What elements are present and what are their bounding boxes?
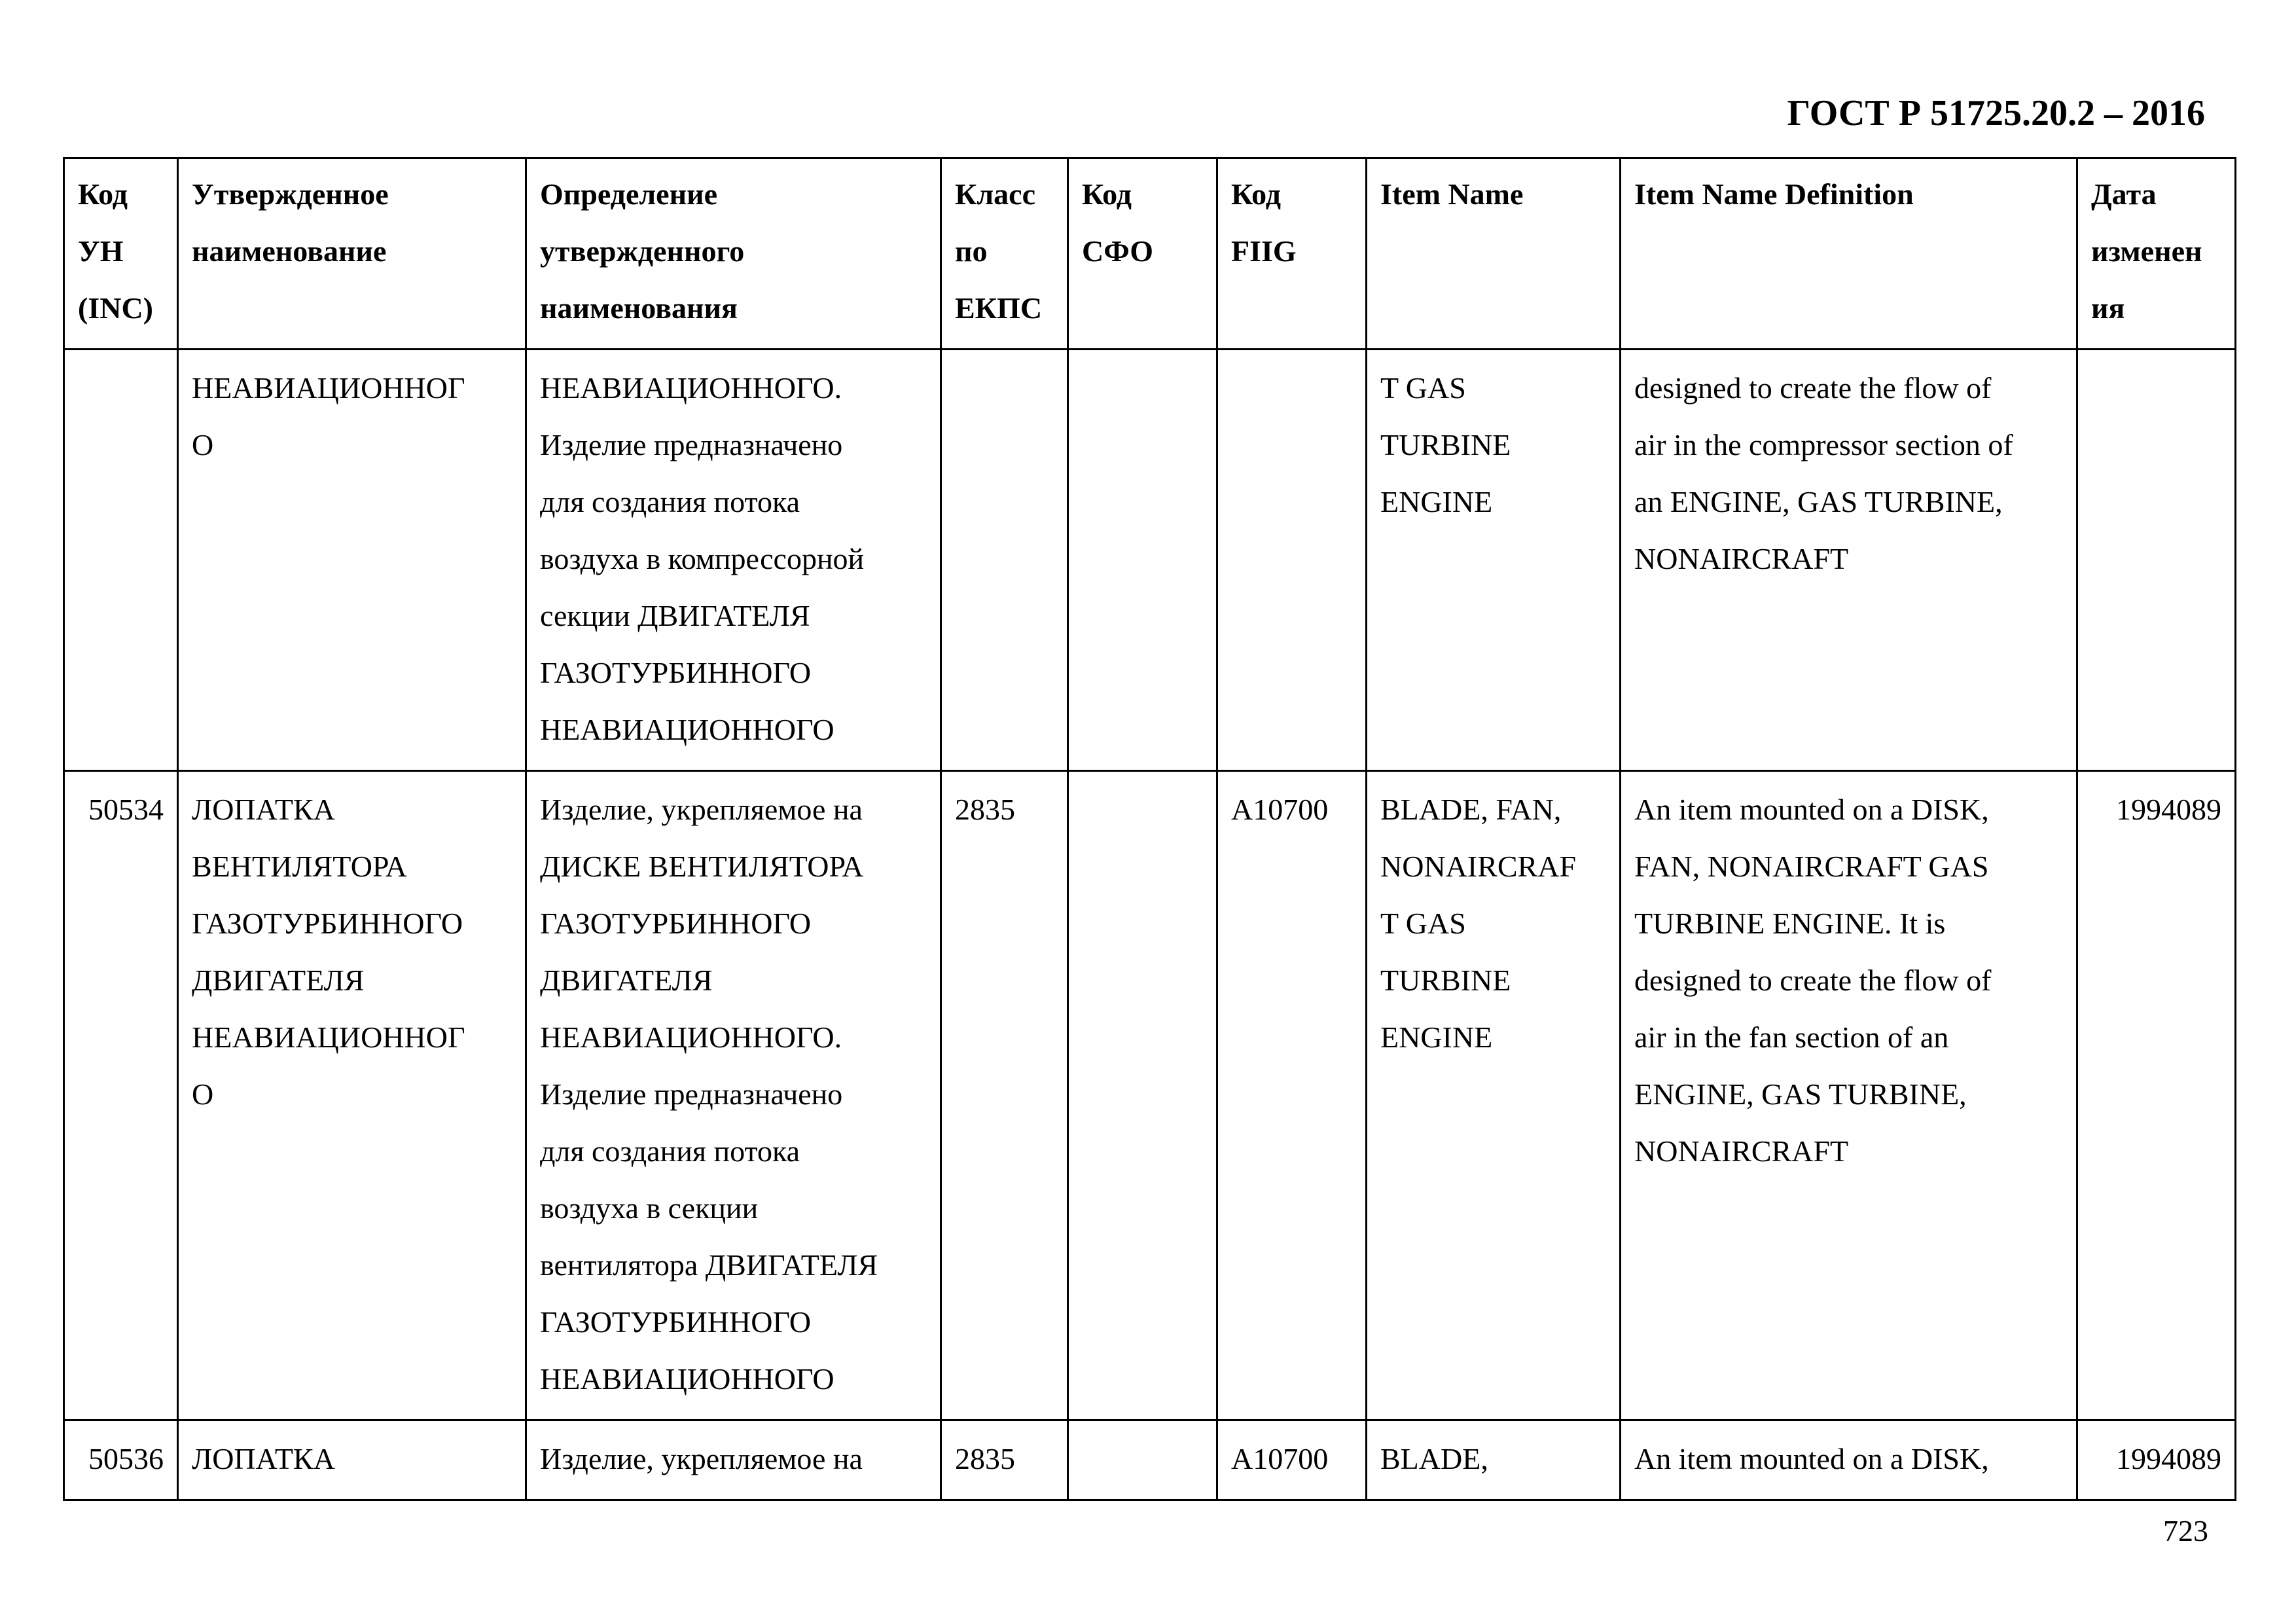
header-line: Утвержденное xyxy=(192,177,389,211)
cell-sfo xyxy=(1068,1420,1217,1500)
nomenclature-table xyxy=(63,157,2236,1501)
header-inc xyxy=(64,158,178,350)
cell-item-name xyxy=(1367,771,1621,1420)
cell-line: 50534 xyxy=(88,793,164,826)
cell-line: NONAIRCRAFT xyxy=(1634,542,1849,575)
cell-inc xyxy=(64,771,178,1420)
cell-date xyxy=(2077,350,2236,771)
cell-line xyxy=(955,359,1054,416)
cell-line: НЕАВИАЦИОННОГО. xyxy=(540,371,842,405)
cell-line: An item mounted on a DISK, xyxy=(1634,1442,1989,1475)
cell-line: воздуха в секции xyxy=(540,1191,759,1225)
header-line: наименование xyxy=(192,234,387,268)
cell-line: Изделие, укрепляемое на xyxy=(540,1442,863,1475)
cell-item-name xyxy=(1367,1420,1621,1500)
table-row xyxy=(64,350,2236,771)
cell-line: T GAS xyxy=(1380,371,1466,405)
cell-line: 1994089 xyxy=(2116,1442,2221,1475)
cell-approved-name xyxy=(178,771,526,1420)
header-line: ия xyxy=(2091,291,2125,325)
cell-line: ЛОПАТКА xyxy=(192,1442,335,1475)
header-approved-name-definition xyxy=(526,158,941,350)
cell-line xyxy=(1082,359,1203,416)
cell-fiig xyxy=(1217,1420,1367,1500)
header-fiig-code xyxy=(1217,158,1367,350)
header-change-date xyxy=(2077,158,2236,350)
cell-class xyxy=(941,771,1068,1420)
cell-line: НЕАВИАЦИОННОГО xyxy=(540,1362,834,1396)
cell-line: 50536 xyxy=(88,1442,164,1475)
cell-line: TURBINE xyxy=(1380,964,1511,997)
cell-item-name xyxy=(1367,350,1621,771)
cell-line: NONAIRCRAF xyxy=(1380,850,1577,883)
cell-line: ENGINE xyxy=(1380,485,1493,518)
cell-line: 2835 xyxy=(955,793,1015,826)
cell-definition xyxy=(526,350,941,771)
header-item-name-definition xyxy=(1621,158,2077,350)
cell-line: для создания потока xyxy=(540,485,800,518)
cell-line: ГАЗОТУРБИННОГО xyxy=(540,656,812,689)
cell-line: НЕАВИАЦИОННОГ xyxy=(192,1020,465,1054)
cell-approved-name xyxy=(178,1420,526,1500)
cell-line: BLADE, xyxy=(1380,1442,1488,1475)
header-line: (INC) xyxy=(78,291,153,325)
cell-class xyxy=(941,1420,1068,1500)
cell-line: 2835 xyxy=(955,1442,1015,1475)
cell-line: ENGINE xyxy=(1380,1020,1493,1054)
cell-line xyxy=(2091,359,2221,416)
header-class xyxy=(941,158,1068,350)
cell-approved-name xyxy=(178,350,526,771)
document-header: ГОСТ Р 51725.20.2 – 2016 xyxy=(1787,93,2205,134)
header-line: Item Name Definition xyxy=(1634,177,1914,211)
header-line: Код xyxy=(1082,177,1132,211)
header-line: утвержденного xyxy=(540,234,745,268)
cell-line: T GAS xyxy=(1380,907,1466,940)
cell-line: FAN, NONAIRCRAFT GAS xyxy=(1634,850,1989,883)
cell-sfo xyxy=(1068,771,1217,1420)
cell-date xyxy=(2077,1420,2236,1500)
header-line: наименования xyxy=(540,291,738,325)
cell-line: НЕАВИАЦИОННОГО. xyxy=(540,1020,842,1054)
cell-definition xyxy=(526,1420,941,1500)
header-approved-name xyxy=(178,158,526,350)
cell-line: Изделие предназначено xyxy=(540,1077,843,1111)
cell-line: ENGINE, GAS TURBINE, xyxy=(1634,1077,1967,1111)
cell-line xyxy=(1082,1430,1203,1487)
cell-line: TURBINE xyxy=(1380,428,1511,461)
cell-inc xyxy=(64,1420,178,1500)
header-line: ЕКПС xyxy=(955,291,1043,325)
cell-item-name-definition xyxy=(1621,1420,2077,1500)
cell-line: NONAIRCRAFT xyxy=(1634,1134,1849,1168)
header-line: УН xyxy=(78,234,124,268)
cell-line: A10700 xyxy=(1231,1442,1329,1475)
header-sfo-code xyxy=(1068,158,1217,350)
cell-fiig xyxy=(1217,350,1367,771)
header-item-name xyxy=(1367,158,1621,350)
cell-line: ГАЗОТУРБИННОГО xyxy=(540,907,812,940)
cell-line xyxy=(78,359,164,416)
header-line: FIIG xyxy=(1231,234,1297,268)
header-line: Дата xyxy=(2091,177,2157,211)
cell-line: TURBINE ENGINE. It is xyxy=(1634,907,1946,940)
cell-line: ГАЗОТУРБИННОГО xyxy=(192,907,463,940)
cell-line: designed to create the flow of xyxy=(1634,371,1992,405)
cell-line: ЛОПАТКА xyxy=(192,793,335,826)
cell-item-name-definition xyxy=(1621,771,2077,1420)
cell-line: air in the compressor section of xyxy=(1634,428,2013,461)
header-line: по xyxy=(955,234,988,268)
cell-line: НЕАВИАЦИОННОГ xyxy=(192,371,465,405)
page-number: 723 xyxy=(2163,1514,2208,1547)
table-row xyxy=(64,1420,2236,1500)
cell-sfo xyxy=(1068,350,1217,771)
cell-line: an ENGINE, GAS TURBINE, xyxy=(1634,485,2003,518)
cell-line: ВЕНТИЛЯТОРА xyxy=(192,850,407,883)
cell-line: ДИСКЕ ВЕНТИЛЯТОРА xyxy=(540,850,864,883)
header-line: Код xyxy=(1231,177,1282,211)
cell-class xyxy=(941,350,1068,771)
cell-inc xyxy=(64,350,178,771)
cell-line: НЕАВИАЦИОННОГО xyxy=(540,713,834,746)
cell-line xyxy=(1082,781,1203,838)
cell-line: ДВИГАТЕЛЯ xyxy=(540,964,713,997)
cell-line: An item mounted on a DISK, xyxy=(1634,793,1989,826)
cell-definition xyxy=(526,771,941,1420)
cell-line: ГАЗОТУРБИННОГО xyxy=(540,1305,812,1339)
header-line: Определение xyxy=(540,177,718,211)
cell-line: секции ДВИГАТЕЛЯ xyxy=(540,599,810,632)
header-line: Код xyxy=(78,177,128,211)
cell-line: ДВИГАТЕЛЯ xyxy=(192,964,365,997)
cell-line: О xyxy=(192,1077,214,1111)
cell-line: 1994089 xyxy=(2116,793,2221,826)
cell-item-name-definition xyxy=(1621,350,2077,771)
header-line: Item Name xyxy=(1380,177,1524,211)
cell-line: О xyxy=(192,428,214,461)
header-line: СФО xyxy=(1082,234,1154,268)
header-line: Класс xyxy=(955,177,1035,211)
cell-line xyxy=(1231,359,1352,416)
cell-date xyxy=(2077,771,2236,1420)
cell-line: A10700 xyxy=(1231,793,1329,826)
table-header-row xyxy=(64,158,2236,350)
cell-line: Изделие предназначено xyxy=(540,428,843,461)
cell-line: вентилятора ДВИГАТЕЛЯ xyxy=(540,1248,878,1282)
cell-line: для создания потока xyxy=(540,1134,800,1168)
cell-line: воздуха в компрессорной xyxy=(540,542,865,575)
table-row xyxy=(64,771,2236,1420)
cell-line: designed to create the flow of xyxy=(1634,964,1992,997)
cell-fiig xyxy=(1217,771,1367,1420)
cell-line: BLADE, FAN, xyxy=(1380,793,1562,826)
cell-line: Изделие, укрепляемое на xyxy=(540,793,863,826)
header-line: изменен xyxy=(2091,234,2202,268)
cell-line: air in the fan section of an xyxy=(1634,1020,1949,1054)
